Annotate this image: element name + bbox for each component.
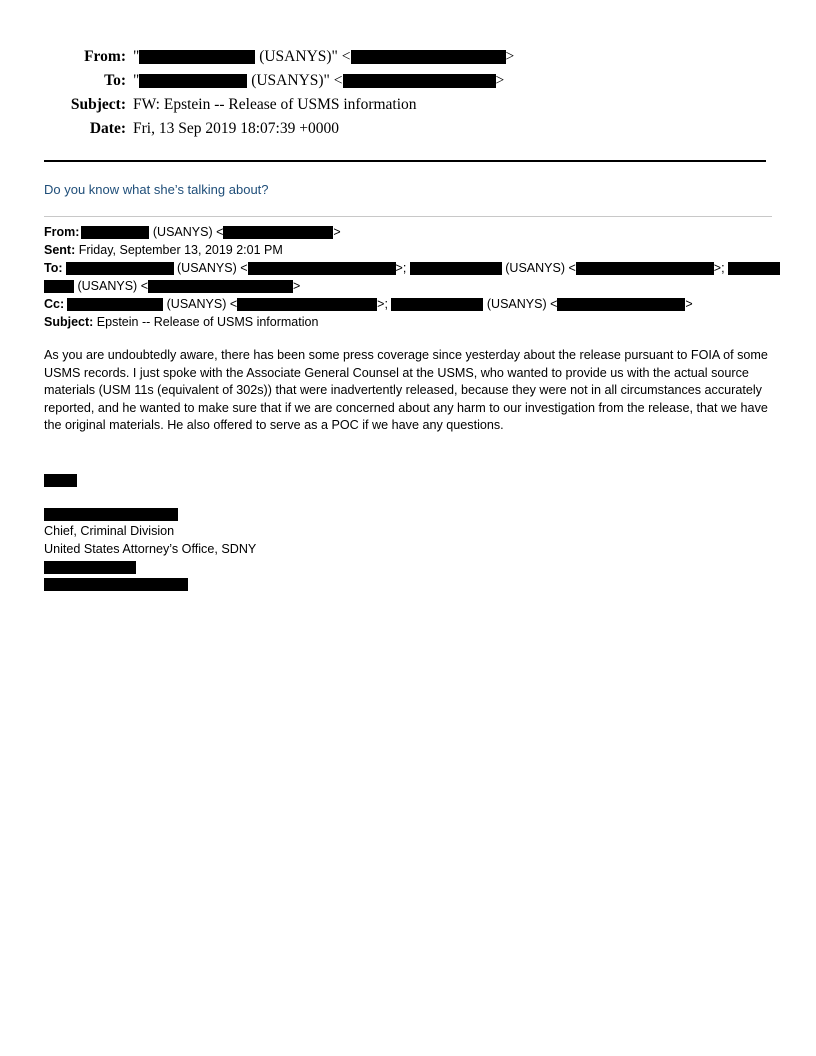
- to-value: [133, 70, 772, 91]
- quoted-sent-value: Friday, September 13, 2019 2:01 PM: [78, 243, 283, 257]
- quoted-from-suffix: >: [333, 225, 341, 239]
- to-suffix: >: [495, 72, 505, 89]
- quoted-message-header: [44, 223, 784, 331]
- quoted-subject-row: [44, 313, 784, 331]
- subject-value: FW: Epstein -- Release of USMS information: [133, 96, 417, 113]
- redaction-bar: [410, 262, 502, 275]
- mail-header: [44, 46, 772, 142]
- quoted-from-row: [44, 223, 784, 241]
- redaction-bar: [248, 262, 396, 275]
- signature-name-redacted: [44, 472, 544, 490]
- quoted-sent-row: [44, 241, 784, 259]
- redaction-bar: [139, 50, 255, 64]
- quoted-to-row: To: (USANYS) < >; (USANYS) < >;: [44, 259, 784, 277]
- quoted-to-usanys-3: (USANYS): [77, 279, 138, 293]
- from-mid-text: (USANYS)" <: [255, 48, 351, 65]
- from-quote-open: ": [133, 48, 140, 65]
- redaction-bar: [44, 508, 178, 521]
- redaction-bar: [343, 74, 496, 88]
- quoted-cc-usanys-1: (USANYS): [166, 297, 227, 311]
- redaction-bar: [67, 298, 163, 311]
- redaction-bar: [351, 50, 506, 64]
- from-label: From:: [84, 48, 126, 65]
- redaction-bar: [237, 298, 377, 311]
- signature-spacer: [44, 490, 544, 506]
- signature-fullname-redacted: [44, 506, 544, 524]
- quoted-to-usanys-2: (USANYS): [505, 261, 565, 275]
- to-label: To:: [104, 72, 126, 89]
- signature-phone-redacted: [44, 558, 544, 576]
- subject-label: Subject:: [70, 96, 126, 113]
- redaction-bar: [44, 280, 74, 293]
- redaction-bar: [81, 226, 149, 239]
- quoted-subject-value: Epstein -- Release of USMS information: [96, 315, 319, 329]
- signature-block: [44, 472, 544, 594]
- date-value: Fri, 13 Sep 2019 18:07:39 +0000: [133, 120, 339, 137]
- signature-office: United States Attorney’s Office, SDNY: [44, 541, 257, 556]
- quoted-sent-label: Sent:: [44, 243, 76, 257]
- header-divider: [44, 160, 766, 162]
- quoted-to-usanys-1: (USANYS): [177, 261, 237, 275]
- from-suffix: >: [505, 48, 515, 65]
- redaction-bar: [44, 474, 77, 487]
- redaction-bar: [44, 578, 188, 591]
- signature-email-redacted: [44, 576, 544, 594]
- mail-header-row-from: [44, 46, 772, 67]
- to-mid-text: (USANYS)" <: [247, 72, 343, 89]
- quoted-from-mid: (USANYS) <: [149, 225, 224, 239]
- redaction-bar: [728, 262, 780, 275]
- redaction-bar: [148, 280, 293, 293]
- signature-title: Chief, Criminal Division: [44, 524, 175, 539]
- quoted-cc-row: Cc: (USANYS) < >; (USANYS) < >: [44, 297, 693, 311]
- from-value: [133, 46, 772, 67]
- mail-header-row-subject: [44, 94, 772, 115]
- redaction-bar: [66, 262, 174, 275]
- question-line: Do you know what she’s talking about?: [44, 182, 269, 197]
- mail-header-row-to: [44, 70, 772, 91]
- redaction-bar: [139, 74, 247, 88]
- quoted-cc-usanys-2: (USANYS): [486, 297, 547, 311]
- redaction-bar: [44, 561, 136, 574]
- quoted-to-row-continued: (USANYS) < >: [44, 277, 784, 295]
- quoted-subject-label: Subject:: [44, 315, 94, 329]
- mail-header-row-date: [44, 118, 772, 139]
- redaction-bar: [391, 298, 483, 311]
- date-label: Date:: [89, 120, 126, 137]
- quoted-cc-label: Cc:: [44, 297, 65, 311]
- redaction-bar: [557, 298, 685, 311]
- quoted-to-label: To:: [44, 261, 63, 275]
- quoted-from-label: From:: [44, 225, 80, 239]
- redaction-bar: [576, 262, 714, 275]
- body-paragraph: As you are undoubtedly aware, there has been some press coverage since yesterday about the release pursuant to FOIA of some USMS records. I just spoke with the Associate General Counsel at the USMS, who wanted to provide us with the actual source materials (USM 11s (equivalent of 302s)) that were inadvertently released, because they were not in all circumstances accurately reported, and he wanted to make sure that if we are concerned about any harm to our investigation from the release, that we have the original materials. He also offered to serve as a POC if we have any questions.: [44, 348, 768, 433]
- to-quote-open: ": [133, 72, 140, 89]
- quoted-message-divider: [44, 216, 772, 217]
- redaction-bar: [223, 226, 333, 239]
